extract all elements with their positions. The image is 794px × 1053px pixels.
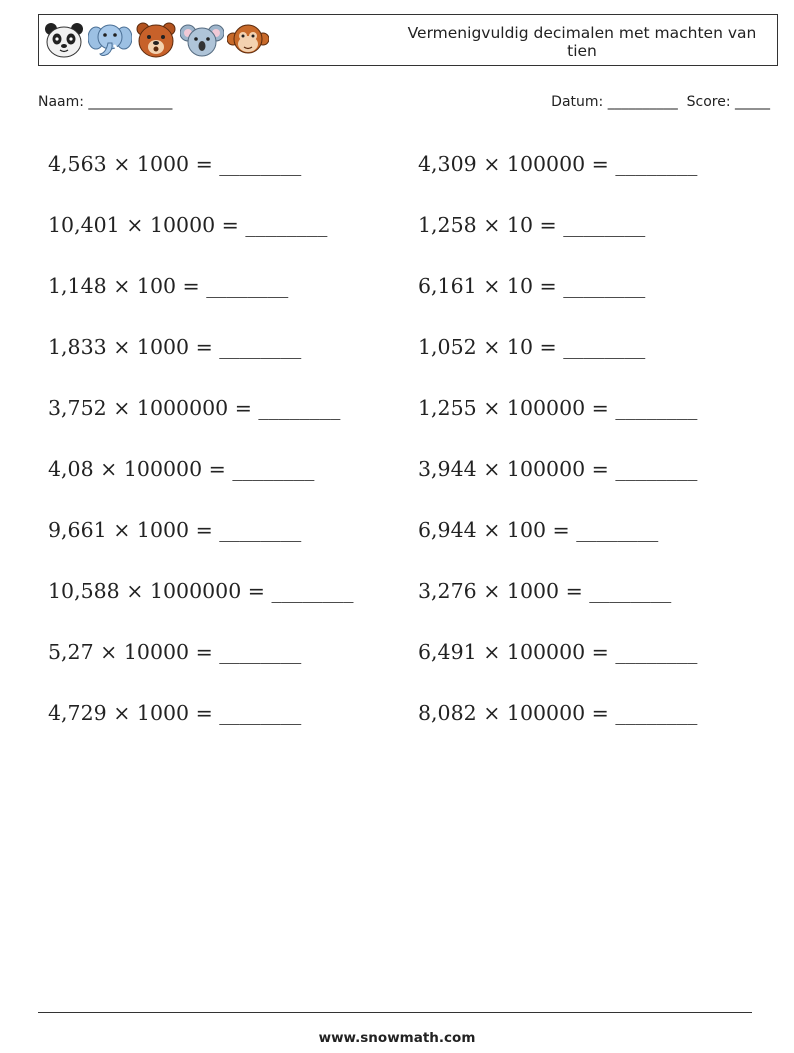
problem-left-2: 10,401 × 10000 = ________ [48,213,328,237]
problem-right-7: 6,944 × 100 = ________ [418,518,659,542]
score-field: Score: _____ [686,94,770,110]
problem-right-3: 6,161 × 10 = ________ [418,274,646,298]
problem-left-4: 1,833 × 1000 = ________ [48,335,302,359]
elephant-icon [88,21,132,59]
problem-left-3: 1,148 × 100 = ________ [48,274,289,298]
problem-left-9: 5,27 × 10000 = ________ [48,640,302,664]
problem-left-8: 10,588 × 1000000 = ________ [48,579,354,603]
worksheet-title: Vermenigvuldig decimalen met machten van tien [407,24,757,60]
problem-left-1: 4,563 × 1000 = ________ [48,152,302,176]
problem-left-10: 4,729 × 1000 = ________ [48,701,302,725]
problem-right-2: 1,258 × 10 = ________ [418,213,646,237]
problem-right-6: 3,944 × 100000 = ________ [418,457,698,481]
problem-right-9: 6,491 × 100000 = ________ [418,640,698,664]
problem-right-8: 3,276 × 1000 = ________ [418,579,672,603]
bear-icon [135,21,177,59]
footer-url[interactable]: www.snowmath.com [318,1030,476,1046]
koala-icon [180,21,224,59]
monkey-icon [227,21,269,59]
problem-right-1: 4,309 × 100000 = ________ [418,152,698,176]
problem-right-10: 8,082 × 100000 = ________ [418,701,698,725]
name-field: Naam: ____________ [38,94,173,110]
footer-divider [38,1012,752,1013]
panda-icon [43,21,85,59]
problem-left-6: 4,08 × 100000 = ________ [48,457,315,481]
date-field: Datum: __________ [551,94,678,110]
problem-left-7: 9,661 × 1000 = ________ [48,518,302,542]
problem-right-5: 1,255 × 100000 = ________ [418,396,698,420]
date-score-fields [551,94,770,110]
worksheet-header [38,14,778,66]
problem-left-5: 3,752 × 1000000 = ________ [48,396,341,420]
problem-right-4: 1,052 × 10 = ________ [418,335,646,359]
animal-icons [43,21,269,59]
